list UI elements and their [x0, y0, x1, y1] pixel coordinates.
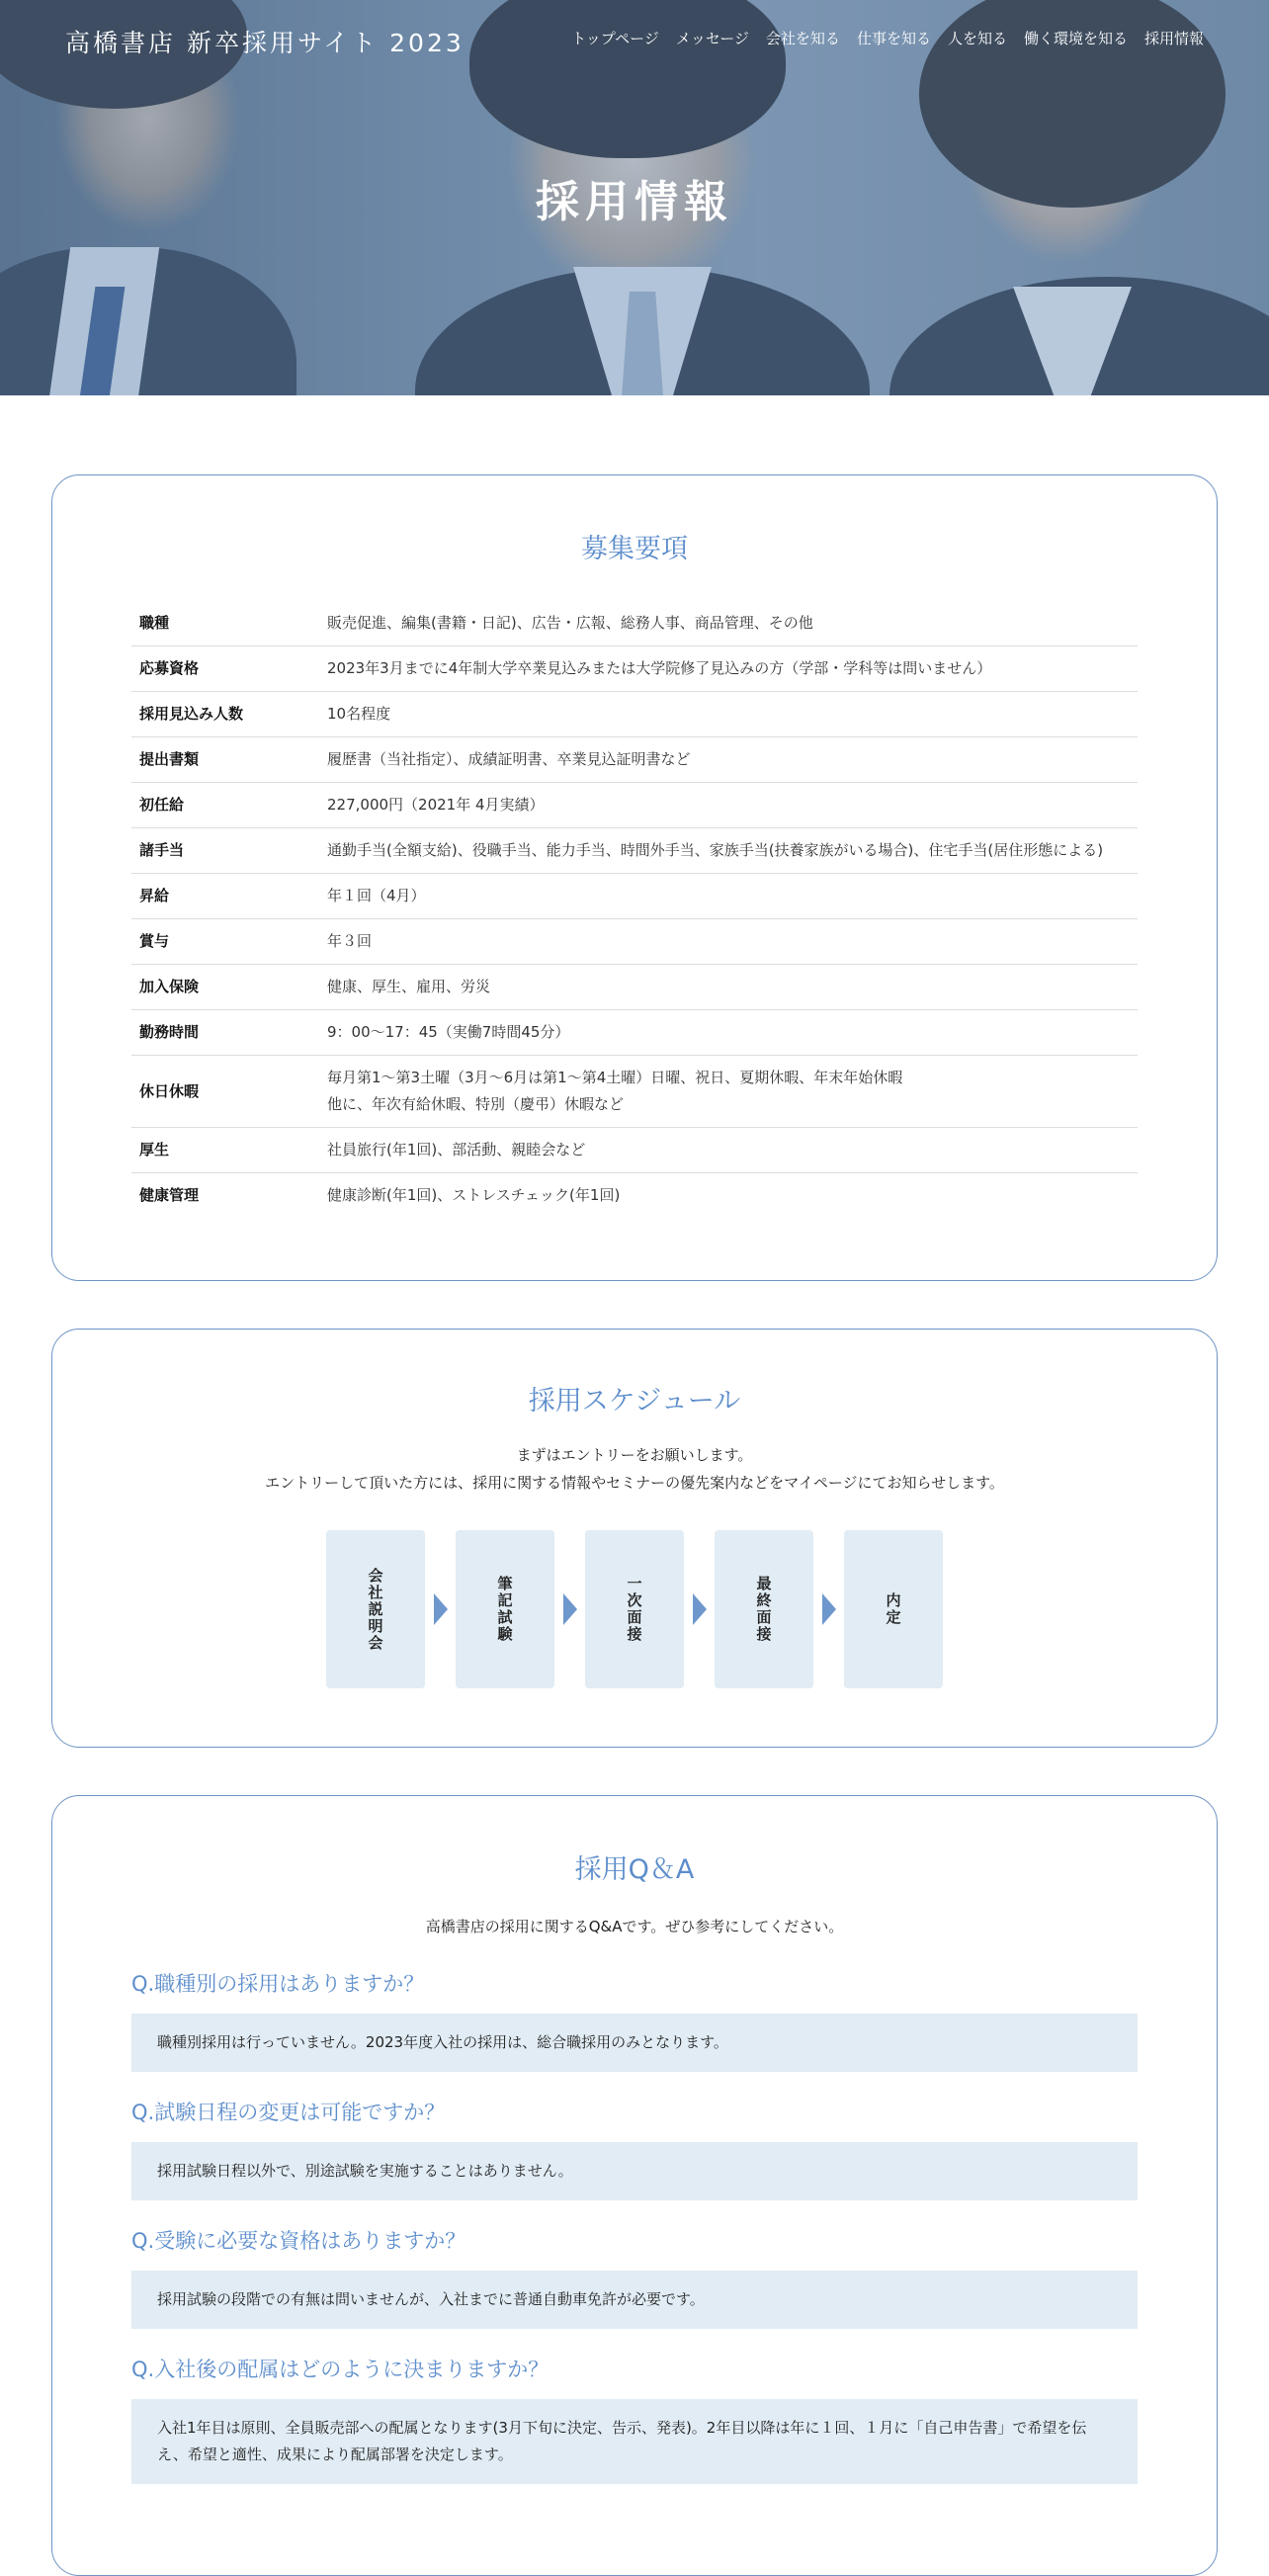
qa-question: Q.受験に必要な資格はありますか？ — [131, 2229, 466, 2253]
qa-answer: 入社1年目は原則、全員販売部への配属となります(3月下旬に決定、告示、発表)。2年目以降は年に１回、１月に「自己申告書」で希望を伝え、希望と適性、成果により配属部署を決定します。 — [131, 2399, 1138, 2484]
table-row — [131, 965, 1138, 1010]
row-value: 10名程度 — [319, 692, 1138, 737]
table-row — [131, 646, 1138, 692]
schedule-step-label: 一次面接 — [625, 1576, 643, 1643]
table-row — [131, 1010, 1138, 1056]
qa-answer: 採用試験の段階での有無は問いませんが、入社までに普通自動車免許が必要です。 — [131, 2271, 1138, 2329]
row-label: 諸手当 — [131, 828, 319, 874]
qa-title: 採用Q＆A — [574, 1854, 695, 1885]
row-label: 勤務時間 — [131, 1010, 319, 1056]
table-row — [131, 783, 1138, 828]
row-label: 休日休暇 — [131, 1056, 319, 1128]
schedule-step — [585, 1530, 684, 1688]
nav-top[interactable]: トップページ — [571, 30, 659, 47]
table-row — [131, 874, 1138, 919]
requirements-table — [131, 601, 1138, 1218]
nav-recruit-info[interactable]: 採用情報 — [1143, 30, 1204, 47]
row-label: 健康管理 — [139, 1186, 200, 1204]
arrow-right-icon — [554, 1530, 585, 1688]
row-value: 通勤手当(全額支給)、役職手当、能力手当、時間外手当、家族手当(扶養家族がいる場合)、住宅手当(居住形態による) — [319, 828, 1138, 874]
qa-question: Q.試験日程の変更は可能ですか？ — [131, 2101, 446, 2124]
row-label: 初任給 — [131, 783, 319, 828]
requirements-card — [51, 474, 1218, 1281]
row-value: 社員旅行(年1回)、部活動、親睦会など — [319, 1128, 1138, 1173]
row-label: 賞与 — [131, 919, 319, 965]
nav-company[interactable]: 会社を知る — [765, 30, 840, 47]
hero-banner — [0, 0, 1269, 395]
qa-item — [131, 2354, 1138, 2484]
row-label: 応募資格 — [131, 646, 319, 692]
row-value: 年３回 — [319, 919, 1138, 965]
qa-item — [131, 1968, 1138, 2072]
schedule-step — [456, 1530, 554, 1688]
nav-message[interactable]: メッセージ — [675, 30, 749, 47]
row-label: 加入保険 — [131, 965, 319, 1010]
row-value: 履歴書（当社指定）、成績証明書、卒業見込証明書など — [319, 737, 1138, 783]
arrow-right-icon — [684, 1530, 715, 1688]
row-label: 職種 — [131, 601, 319, 646]
requirements-title: 募集要項 — [581, 534, 688, 564]
table-row — [131, 692, 1138, 737]
schedule-step — [844, 1530, 943, 1688]
global-nav — [571, 28, 1204, 48]
row-value: 健康診断(年1回)、ストレスチェック(年1回) — [327, 1186, 621, 1204]
table-row — [131, 919, 1138, 965]
table-row — [131, 737, 1138, 783]
schedule-steps — [52, 1530, 1217, 1688]
schedule-title: 採用スケジュール — [528, 1386, 741, 1417]
site-title[interactable]: 高橋書店 新卒採用サイト 2023 — [65, 29, 465, 57]
schedule-step — [715, 1530, 813, 1688]
table-row — [131, 601, 1138, 646]
row-label: 昇給 — [131, 874, 319, 919]
row-value: 227,000円（2021年 4月実績） — [319, 783, 1138, 828]
table-row — [131, 828, 1138, 874]
schedule-card — [51, 1329, 1218, 1748]
nav-work[interactable]: 仕事を知る — [856, 30, 931, 47]
qa-answer: 職種別採用は行っていません。2023年度入社の採用は、総合職採用のみとなります。 — [131, 2014, 1138, 2072]
row-value: 健康、厚生、雇用、労災 — [319, 965, 1138, 1010]
row-value: 2023年3月までに4年制大学卒業見込みまたは大学院修了見込みの方（学部・学科等は問いません） — [319, 646, 1138, 692]
table-row — [131, 1056, 1138, 1128]
qa-intro: 高橋書店の採用に関するQ&Aです。ぜひ参考にしてください。 — [425, 1918, 844, 1935]
qa-card — [51, 1795, 1218, 2576]
row-value: 毎月第1～第3土曜（3月～6月は第1～第4土曜）日曜、祝日、夏期休暇、年末年始休暇 他に、年次有給休暇、特別（慶弔）休暇など — [319, 1056, 1138, 1128]
row-label: 採用見込み人数 — [131, 692, 319, 737]
schedule-step-label: 内定 — [884, 1592, 902, 1626]
qa-item — [131, 2225, 1138, 2329]
arrow-right-icon — [425, 1530, 456, 1688]
row-value: 9：00～17：45（実働7時間45分） — [319, 1010, 1138, 1056]
table-row — [131, 1173, 1138, 1219]
schedule-step-label: 筆記試験 — [495, 1576, 514, 1643]
table-row — [131, 1128, 1138, 1173]
page-title: 採用情報 — [536, 177, 733, 227]
schedule-intro: まずはエントリーをお願いします。 エントリーして頂いた方には、採用に関する情報やセミナーの優先案内などをマイページにてお知らせします。 — [265, 1446, 1004, 1492]
qa-item — [131, 2097, 1138, 2200]
qa-question: Q.入社後の配属はどのように決まりますか？ — [131, 2358, 550, 2381]
row-value: 年１回（4月） — [319, 874, 1138, 919]
nav-environment[interactable]: 働く環境を知る — [1023, 30, 1128, 47]
arrow-right-icon — [813, 1530, 844, 1688]
row-value: 販売促進、編集(書籍・日記)、広告・広報、総務人事、商品管理、その他 — [319, 601, 1138, 646]
qa-question: Q.職種別の採用はありますか？ — [131, 1972, 425, 1996]
qa-list — [131, 1968, 1138, 2484]
qa-answer: 採用試験日程以外で、別途試験を実施することはありません。 — [131, 2142, 1138, 2200]
row-label: 厚生 — [131, 1128, 319, 1173]
schedule-step-label: 最終面接 — [754, 1576, 773, 1643]
nav-people[interactable]: 人を知る — [947, 30, 1007, 47]
schedule-step-label: 会社説明会 — [366, 1567, 384, 1652]
schedule-step — [326, 1530, 425, 1688]
row-label: 提出書類 — [131, 737, 319, 783]
